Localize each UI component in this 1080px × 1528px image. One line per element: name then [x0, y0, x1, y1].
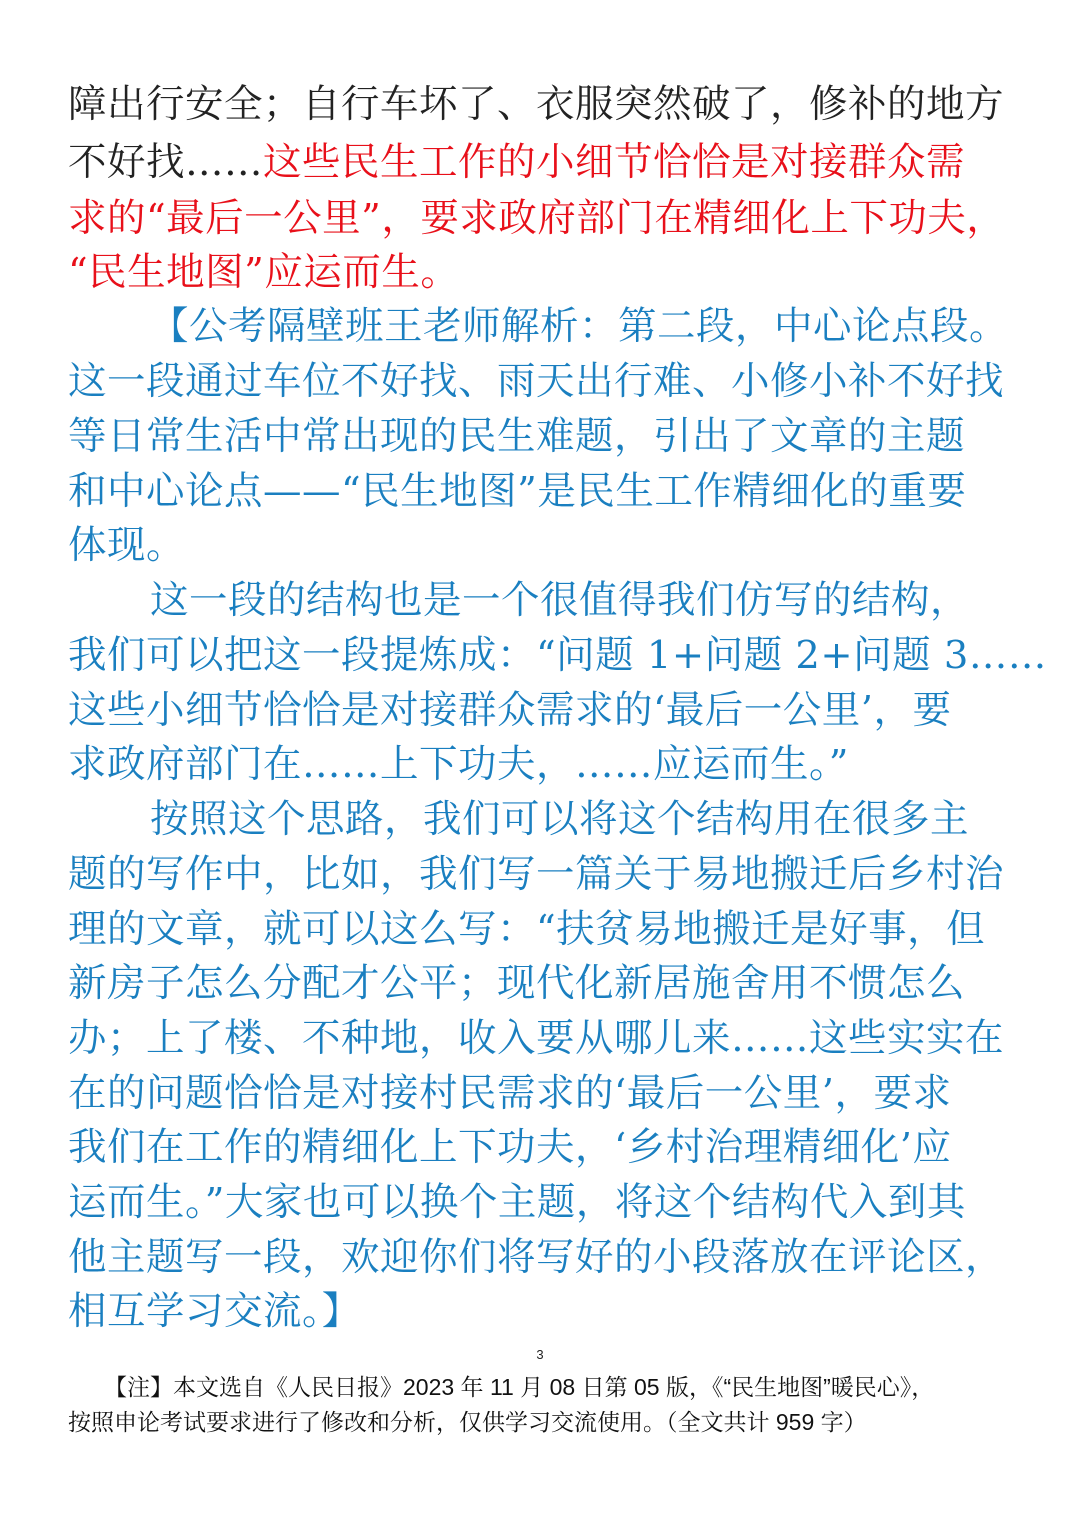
analysis-line: 我们在工作的精细化上下功夫，‘乡村治理精细化’应 — [68, 1125, 952, 1170]
analysis-line: 运而生。”大家也可以换个主题，将这个结构代入到其 — [68, 1180, 966, 1225]
article-text-black: 不好找…… — [68, 140, 264, 185]
analysis-line: 和中心论点——“民生地图”是民生工作精细化的重要 — [68, 469, 967, 514]
analysis-line: 这一段的结构也是一个很值得我们仿写的结构， — [150, 578, 970, 623]
analysis-line: 理的文章，就可以这么写：“扶贫易地搬迁是好事，但 — [68, 907, 986, 952]
article-line-red: “民生地图”应运而生。 — [68, 250, 460, 295]
analysis-line: 按照这个思路，我们可以将这个结构用在很多主 — [150, 797, 970, 842]
article-line — [68, 136, 1014, 190]
analysis-line: 这些小细节恰恰是对接群众需求的‘最后一公里’，要 — [68, 688, 952, 733]
article-line: 障出行安全；自行车坏了、衣服突然破了，修补的地方 — [68, 82, 1005, 127]
analysis-line: 办；上了楼、不种地，收入要从哪儿来……这些实实在 — [68, 1016, 1005, 1061]
analysis-line: 相互学习交流。】 — [68, 1289, 361, 1334]
analysis-line: 在的问题恰恰是对接村民需求的‘最后一公里’，要求 — [68, 1071, 952, 1116]
analysis-line: 新房子怎么分配才公平；现代化新居施舍用不惯怎么 — [68, 961, 966, 1006]
analysis-line: 体现。 — [68, 523, 186, 568]
article-line-red: 求的“最后一公里”，要求政府部门在精细化上下功夫， — [68, 196, 1006, 241]
analysis-line: 求政府部门在……上下功夫，……应运而生。” — [68, 742, 849, 787]
analysis-line: 【公考隔壁班王老师解析：第二段，中心论点段。 — [150, 304, 1009, 349]
footnote-line: 按照申论考试要求进行了修改和分析，仅供学习交流使用。（全文共计 959 字） — [68, 1409, 867, 1435]
analysis-line: 我们可以把这一段提炼成：“问题 1+问题 2+问题 3…… — [68, 633, 1047, 678]
footnote-line: 【注】本文选自《人民日报》2023 年 11 月 08 日第 05 版，《“民生地图”暖民心》， — [104, 1374, 935, 1400]
analysis-line: 这一段通过车位不好找、雨天出行难、小修小补不好找 — [68, 359, 1005, 404]
analysis-line: 等日常生活中常出现的民生难题，引出了文章的主题 — [68, 414, 966, 459]
article-text-red: 这些民生工作的小细节恰恰是对接群众需 — [263, 140, 966, 185]
page-number: 3 — [536, 1347, 544, 1362]
analysis-line: 他主题写一段，欢迎你们将写好的小段落放在评论区， — [68, 1235, 1005, 1280]
analysis-line: 题的写作中，比如，我们写一篇关于易地搬迁后乡村治 — [68, 852, 1005, 897]
